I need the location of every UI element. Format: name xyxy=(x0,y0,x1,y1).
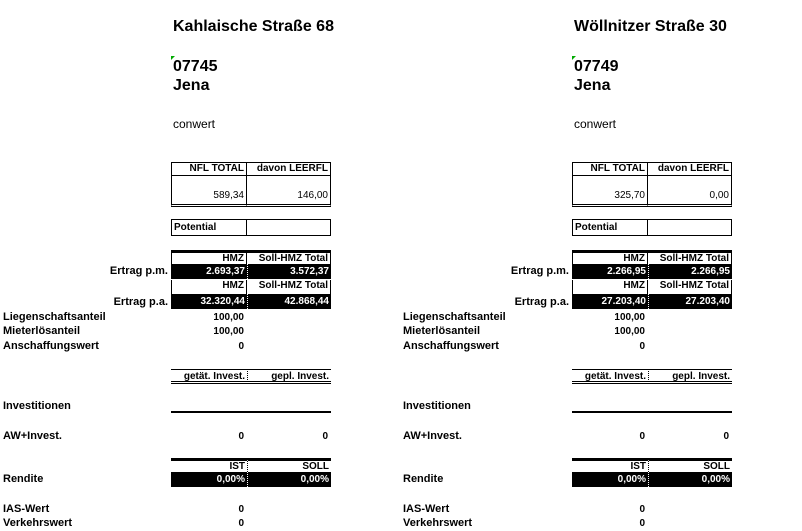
getaet-invest-header: getät. Invest. xyxy=(171,369,247,384)
ias-wert-label: IAS-Wert xyxy=(3,503,50,515)
nfl-spacer-cell xyxy=(171,176,247,190)
verkehrswert-label: Verkehrswert xyxy=(403,517,473,529)
verkehrswert-value: 0 xyxy=(639,518,645,529)
hmz-header-pa: HMZ xyxy=(171,280,247,294)
ist-header: IST xyxy=(572,458,648,472)
property-sheet-kahlaische xyxy=(0,0,400,531)
soll-hmz-header-pm: Soll-HMZ Total xyxy=(648,250,732,264)
aw-invest-value-2: 0 xyxy=(723,431,729,442)
nfl-total-header: NFL TOTAL xyxy=(572,162,648,176)
rendite-ist: 0,00% xyxy=(572,472,648,487)
leer-spacer-cell xyxy=(247,176,331,190)
liegenschaftsanteil-label: Liegenschaftsanteil xyxy=(403,311,506,323)
ertrag-pm-label: Ertrag p.m. xyxy=(109,265,168,277)
investitionen-line xyxy=(171,411,331,413)
ias-wert-label: IAS-Wert xyxy=(403,503,450,515)
soll-hmz-header-pa: Soll-HMZ Total xyxy=(247,280,331,294)
aw-invest-label: AW+Invest. xyxy=(403,430,462,442)
ertrag-pa-label: Ertrag p.a. xyxy=(514,296,569,308)
ertrag-pa-hmz: 32.320,44 xyxy=(171,294,247,309)
property-city: Jena xyxy=(574,77,611,94)
liegenschaftsanteil-value: 100,00 xyxy=(213,312,244,323)
hmz-header-pm: HMZ xyxy=(572,250,648,264)
nfl-total-value: 589,34 xyxy=(171,190,247,207)
potential-label: Potential xyxy=(171,219,247,236)
potential-value xyxy=(648,219,732,236)
mieterloesanteil-label: Mieterlösanteil xyxy=(403,325,481,337)
davon-leerfl-value: 146,00 xyxy=(247,190,331,207)
rendite-label: Rendite xyxy=(3,473,44,485)
property-zip: 07745 xyxy=(173,58,218,75)
property-zip: 07749 xyxy=(574,58,619,75)
gepl-invest-header: gepl. Invest. xyxy=(247,369,331,384)
davon-leerfl-header: davon LEERFL xyxy=(247,162,331,176)
mieterloesanteil-label: Mieterlösanteil xyxy=(3,325,81,337)
soll-hmz-header-pa: Soll-HMZ Total xyxy=(648,280,732,294)
nfl-total-header: NFL TOTAL xyxy=(171,162,247,176)
rendite-soll: 0,00% xyxy=(648,472,732,487)
verkehrswert-value: 0 xyxy=(238,518,244,529)
aw-invest-value-1: 0 xyxy=(639,431,645,442)
property-sheet-woellnitzer xyxy=(401,0,801,531)
ertrag-pa-soll: 42.868,44 xyxy=(247,294,331,309)
ertrag-pm-soll: 2.266,95 xyxy=(648,264,732,279)
property-owner: conwert xyxy=(173,117,216,131)
ertrag-pm-soll: 3.572,37 xyxy=(247,264,331,279)
ist-header: IST xyxy=(171,458,247,472)
aw-invest-label: AW+Invest. xyxy=(3,430,62,442)
davon-leerfl-header: davon LEERFL xyxy=(648,162,732,176)
liegenschaftsanteil-label: Liegenschaftsanteil xyxy=(3,311,106,323)
ertrag-pm-hmz: 2.693,37 xyxy=(171,264,247,279)
anschaffungswert-label: Anschaffungswert xyxy=(3,340,99,352)
anschaffungswert-value: 0 xyxy=(639,341,645,352)
investitionen-label: Investitionen xyxy=(403,400,471,412)
getaet-invest-header: getät. Invest. xyxy=(572,369,648,384)
mieterloesanteil-value: 100,00 xyxy=(614,326,645,337)
ertrag-pa-label: Ertrag p.a. xyxy=(113,296,168,308)
hmz-header-pa: HMZ xyxy=(572,280,648,294)
hmz-header-pm: HMZ xyxy=(171,250,247,264)
anschaffungswert-value: 0 xyxy=(238,341,244,352)
anschaffungswert-label: Anschaffungswert xyxy=(403,340,499,352)
ias-wert-value: 0 xyxy=(639,504,645,515)
ertrag-pm-label: Ertrag p.m. xyxy=(510,265,569,277)
ertrag-pa-hmz: 27.203,40 xyxy=(572,294,648,309)
potential-label: Potential xyxy=(572,219,648,236)
rendite-ist: 0,00% xyxy=(171,472,247,487)
property-city: Jena xyxy=(173,77,210,94)
mieterloesanteil-value: 100,00 xyxy=(213,326,244,337)
investitionen-label: Investitionen xyxy=(3,400,71,412)
davon-leerfl-value: 0,00 xyxy=(648,190,732,207)
verkehrswert-label: Verkehrswert xyxy=(3,517,73,529)
property-street: Wöllnitzer Straße 30 xyxy=(574,18,727,35)
potential-value xyxy=(247,219,331,236)
rendite-label: Rendite xyxy=(403,473,444,485)
investitionen-line xyxy=(572,411,732,413)
leer-spacer-cell xyxy=(648,176,732,190)
aw-invest-value-2: 0 xyxy=(322,431,328,442)
gepl-invest-header: gepl. Invest. xyxy=(648,369,732,384)
liegenschaftsanteil-value: 100,00 xyxy=(614,312,645,323)
property-owner: conwert xyxy=(574,117,617,131)
rendite-soll: 0,00% xyxy=(247,472,331,487)
soll-header: SOLL xyxy=(648,458,732,472)
property-street: Kahlaische Straße 68 xyxy=(173,18,334,35)
soll-header: SOLL xyxy=(247,458,331,472)
ias-wert-value: 0 xyxy=(238,504,244,515)
soll-hmz-header-pm: Soll-HMZ Total xyxy=(247,250,331,264)
nfl-total-value: 325,70 xyxy=(572,190,648,207)
ertrag-pm-hmz: 2.266,95 xyxy=(572,264,648,279)
nfl-spacer-cell xyxy=(572,176,648,190)
ertrag-pa-soll: 27.203,40 xyxy=(648,294,732,309)
aw-invest-value-1: 0 xyxy=(238,431,244,442)
